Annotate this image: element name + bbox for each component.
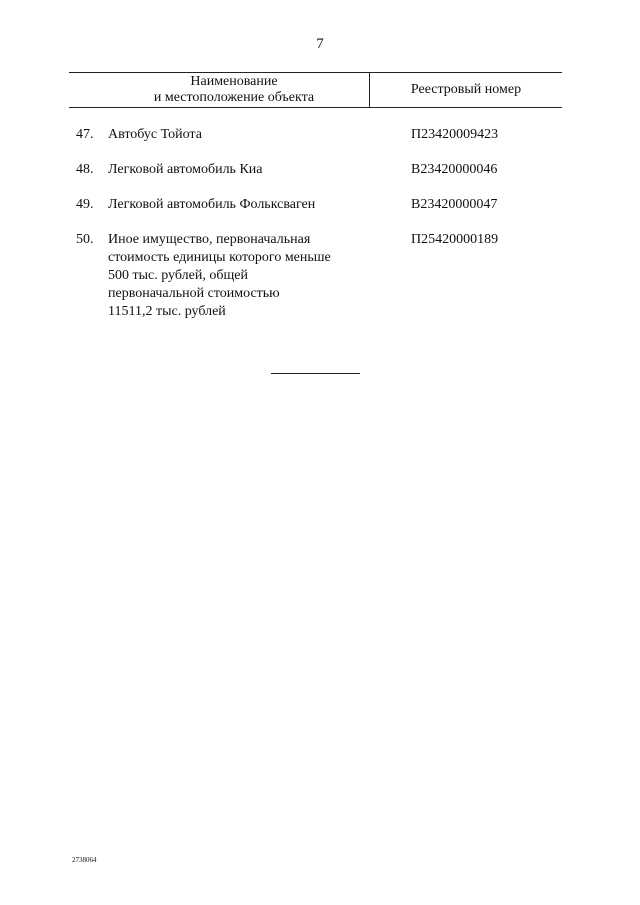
end-separator-line [271,373,360,374]
column-header-name-line2: и местоположение объекта [153,90,315,105]
row-number: 49. [76,197,94,212]
page-number: 7 [316,36,324,52]
table-row [69,126,562,144]
row-number: 50. [76,232,94,247]
property-table [69,72,562,338]
table-row [69,231,562,321]
row-registry-number: В23420000047 [411,197,498,212]
table-row [69,161,562,179]
row-number: 48. [76,162,94,177]
row-registry-number: П25420000189 [411,232,499,247]
column-header-name [69,73,370,107]
table-row [69,196,562,214]
column-header-name-line1: Наименование [190,74,278,89]
row-registry-number: П23420009423 [411,127,499,142]
row-name: Иное имущество, первоначальная стоимость единицы которого меньше 500 тыс. рублей, общей первоначальной стоимостью 11511,2 тыс. рублей [108,232,331,319]
table-body [69,126,562,321]
row-name: Автобус Тойота [108,127,202,142]
row-name: Легковой автомобиль Фольксваген [108,197,316,212]
column-header-registry: Реестровый номер [410,82,522,97]
document-code: 2738064 [72,856,97,864]
row-name: Легковой автомобиль Киа [108,162,263,177]
row-registry-number: В23420000046 [411,162,498,177]
table-header [69,72,562,108]
row-number: 47. [76,127,94,142]
